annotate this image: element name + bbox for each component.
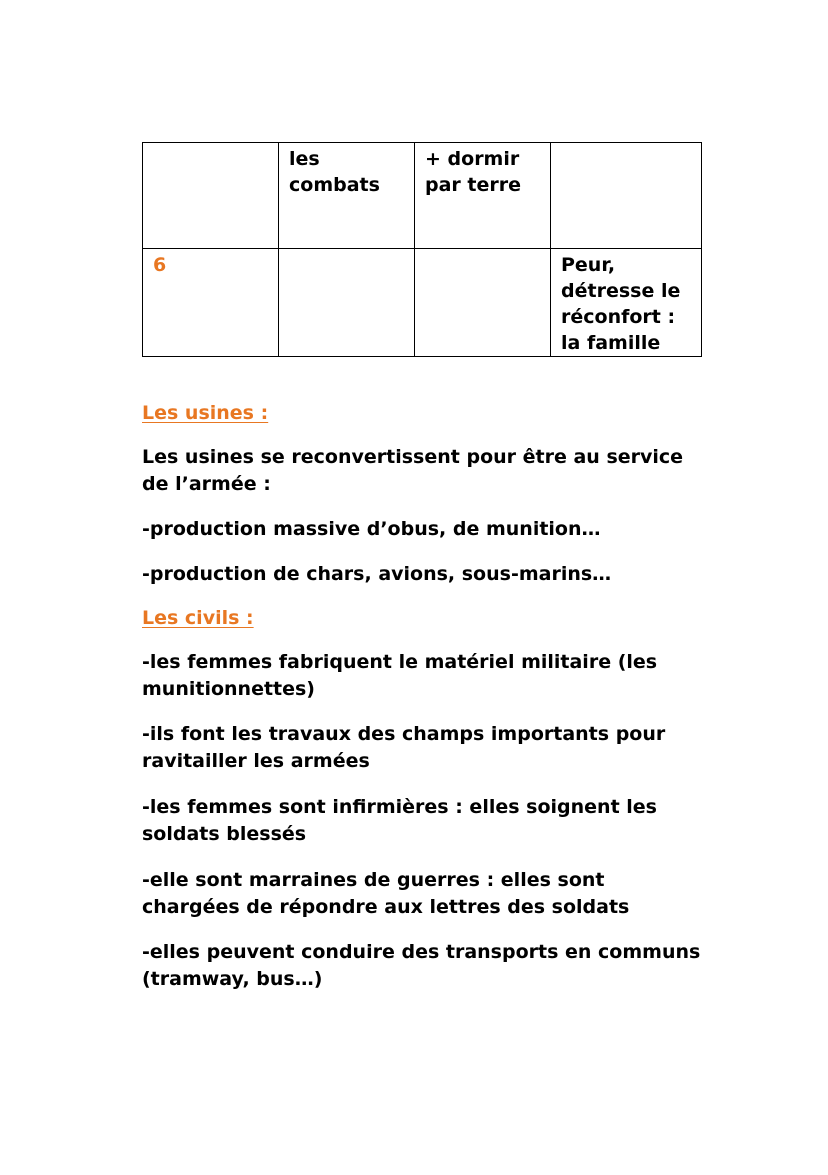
- usines-heading: Les usines :: [142, 402, 269, 424]
- table-cell: les combats: [279, 143, 415, 249]
- usines-item: -production de chars, avions, sous-marins…: [142, 563, 612, 585]
- civils-item: -elle sont marraines de guerres : elles sont chargées de répondre aux lettres des soldats: [142, 869, 630, 918]
- table-cell: Peur, détresse le réconfort : la famille: [551, 249, 702, 357]
- civils-item: -les femmes fabriquent le matériel militaire (les munitionnettes): [142, 651, 658, 700]
- table-cell: [415, 249, 551, 357]
- table-row: [143, 143, 702, 249]
- table-cell: [143, 143, 279, 249]
- summary-table: [142, 142, 702, 357]
- civils-heading: Les civils :: [142, 607, 254, 629]
- table-cell: [551, 143, 702, 249]
- civils-item: -ils font les travaux des champs importants pour ravitailler les armées: [142, 723, 666, 772]
- table-cell-row-number: 6: [143, 249, 279, 357]
- usines-item: -production massive d’obus, de munition…: [142, 518, 601, 540]
- table-cell: [279, 249, 415, 357]
- civils-item: -elles peuvent conduire des transports en communs (tramway, bus…): [142, 941, 701, 990]
- usines-intro: Les usines se reconvertissent pour être au service de l’armée :: [142, 446, 684, 495]
- civils-item: -les femmes sont infirmières : elles soignent les soldats blessés: [142, 796, 657, 845]
- table-cell: + dormir par terre: [415, 143, 551, 249]
- table-row: [143, 249, 702, 357]
